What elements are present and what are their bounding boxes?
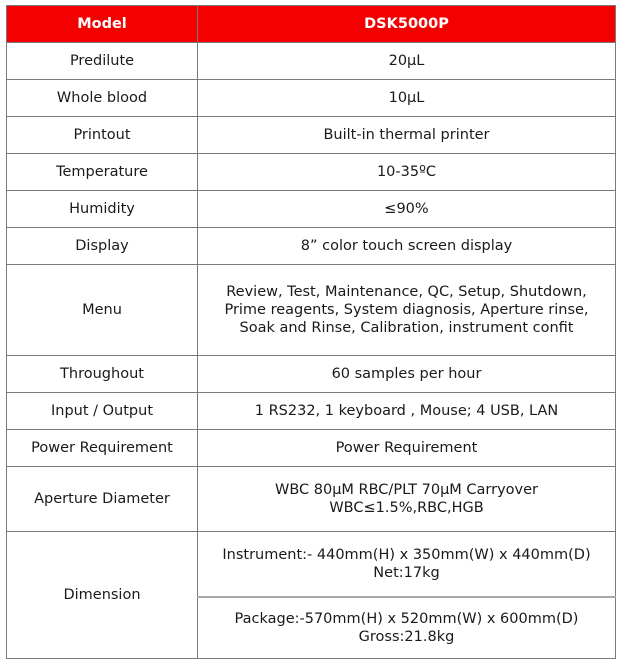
table-row-dimension [7, 532, 616, 598]
table-row [7, 191, 616, 228]
row-value: 20µL [198, 43, 616, 80]
table-row [7, 117, 616, 154]
dimension-package: Package:-570mm(H) x 520mm(W) x 600mm(D) Gross:21.8kg [198, 597, 616, 659]
row-key: Printout [7, 117, 198, 154]
row-value: 1 RS232, 1 keyboard , Mouse; 4 USB, LAN [198, 393, 616, 430]
dimension-instrument: Instrument:- 440mm(H) x 350mm(W) x 440mm(D) Net:17kg [198, 532, 616, 598]
table-row [7, 43, 616, 80]
row-value: 60 samples per hour [198, 356, 616, 393]
header-key: Model [7, 6, 198, 43]
row-key: Whole blood [7, 80, 198, 117]
row-key: Display [7, 228, 198, 265]
row-key: Dimension [7, 532, 198, 659]
row-value: Built-in thermal printer [198, 117, 616, 154]
row-key: Humidity [7, 191, 198, 228]
row-key: Temperature [7, 154, 198, 191]
table-row [7, 467, 616, 532]
row-value: Review, Test, Maintenance, QC, Setup, Shutdown, Prime reagents, System diagnosis, Aperture rinse, Soak and Rinse, Calibration, instrument confit [198, 265, 616, 356]
table-row [7, 80, 616, 117]
table-header [7, 6, 616, 43]
row-value: 10µL [198, 80, 616, 117]
row-value: 8” color touch screen display [198, 228, 616, 265]
table-row [7, 228, 616, 265]
row-value: Power Requirement [198, 430, 616, 467]
header-value: DSK5000P [198, 6, 616, 43]
row-key: Predilute [7, 43, 198, 80]
row-key: Input / Output [7, 393, 198, 430]
table-row [7, 430, 616, 467]
table-row [7, 393, 616, 430]
table-row [7, 265, 616, 356]
row-key: Power Requirement [7, 430, 198, 467]
table-row [7, 356, 616, 393]
table-row [7, 154, 616, 191]
row-value: WBC 80µM RBC/PLT 70µM Carryover WBC≤1.5%,RBC,HGB [198, 467, 616, 532]
row-key: Aperture Diameter [7, 467, 198, 532]
row-key: Throughout [7, 356, 198, 393]
row-value: 10-35ºC [198, 154, 616, 191]
row-value: ≤90% [198, 191, 616, 228]
spec-table [6, 5, 616, 659]
row-key: Menu [7, 265, 198, 356]
